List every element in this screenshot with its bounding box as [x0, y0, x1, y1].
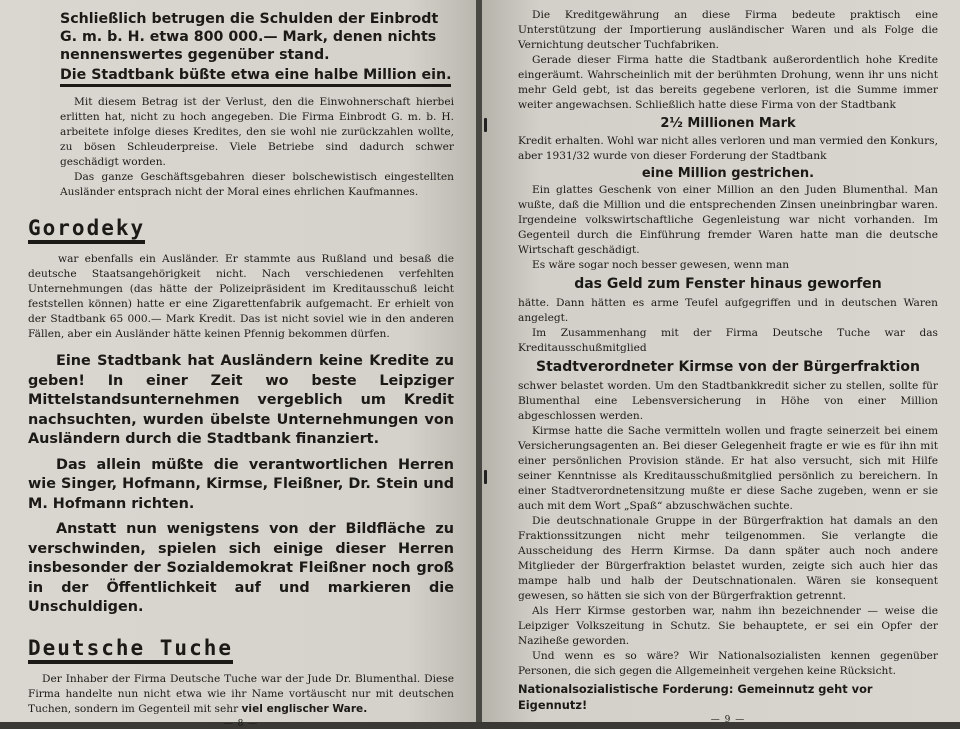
bold-paragraph: Anstatt nun wenigstens von der Bildfläche zu verschwinden, spielen sich einige dieser Herren insbesonder der Sozialdemokrat Fleißner noch groß in der Öffentlichkeit auf und markieren die Unschuldigen. [28, 521, 454, 615]
paragraph: Gerade dieser Firma hatte die Stadtbank außerordentlich hohe Kredite eingeräumt. Wahrscheinlich mit der berühmten Drohung, wenn ihr uns nicht mehr Geld gebt, ist das bereits gegebene verloren, ist die Summe immer weiter angewachsen. Schließlich hatte diese Firma von der Stadtbank [518, 54, 938, 111]
paragraph: Kirmse hatte die Sache vermitteln wollen und fragte seinerzeit bei einem Versicherungsagenten an. Bei dieser Gelegenheit fragte er wie es für ihn mit einer persönlichen Provision stände. Er hat also versucht, sich mit Hilfe seiner Kenntnisse als Kreditausschußmitglied persönlich zu bereichern. In einer Stadtverordnetensitzung mußte er diese Sache zugeben, wenn er sie auch mit dem Wort „Spaß“ abzuschwächen suchte. [518, 425, 938, 512]
paragraph: Das ganze Geschäftsgebahren dieser bolschewistisch eingestellten Ausländer entsprach nicht der Moral eines ehrlichen Kaufmannes. [60, 171, 454, 198]
paragraph: Ein glattes Geschenk von einer Million an den Juden Blumenthal. Man wußte, daß die Million und die entsprechenden Zinsen uneinbringbar waren. Irgendeine volkswirtschaftliche Gegenleistung war nicht vorhanden. Im Gegenteil durch die Einführung fremder Waren hatte man die deutsche Wirtschaft geschädigt. [518, 184, 938, 256]
heading-million-gestrichen: eine Million gestrichen. [641, 166, 815, 181]
paragraph [28, 672, 454, 717]
heading-kirmse: Stadtverordneter Kirmse von der Bürgerfraktion [536, 359, 920, 375]
right-page [482, 0, 960, 725]
paragraph: Als Herr Kirmse gestorben war, nahm ihn bezeichnender — weise die Leipziger Volkszeitung in Schutz. Sie behauptete, er sei ein Opfer der Naziheße geworden. [518, 605, 938, 647]
bold-paragraph: Eine Stadtbank hat Ausländern keine Kredite zu geben! In einer Zeit wo beste Leipziger Mittelstandsunternehmen vergeblich um Kredit nachsuchten, wurden übelste Unternehmungen von Ausländern durch die Stadtbank finanziert. [28, 353, 454, 447]
bold-paragraph: Das allein müßte die verantwortlichen Herren wie Singer, Hofmann, Kirmse, Fleißner, Dr. Stein und M. Hofmann richten. [28, 456, 454, 512]
staple [484, 470, 487, 484]
paragraph: Mit diesem Betrag ist der Verlust, den die Einwohnerschaft hierbei erlitten hat, nicht zu hoch angegeben. Die Firma Einbrodt G. m. b. H. arbeitete infolge dieses Kredites, den sie wohl nie zurückzahlen wollte, zu bösen Schleuderpreise. Viele Betriebe sind dadurch schwer geschädigt worden. [60, 96, 454, 168]
slogan: Nationalsozialistische Forderung: Gemeinnutz geht vor Eigennutz! [518, 682, 873, 712]
paragraph: hätte. Dann hätten es arme Teufel aufgegriffen und in deutschen Waren angelegt. [518, 297, 938, 324]
paragraph: Es wäre sogar noch besser gewesen, wenn man [532, 259, 790, 271]
intro-bold-text: Schließlich betrugen die Schulden der Einbrodt G. m. b. H. etwa 800 000.— Mark, denen nichts nennenswertes gegenüber stand. [60, 11, 439, 63]
staple [484, 118, 487, 132]
paragraph: schwer belastet worden. Um den Stadtbankkredit sicher zu stellen, sollte für Blumenthal eine Lebensversicherung in Höhe von einer Million abgeschlossen werden. [518, 380, 938, 422]
emphasis-text: viel englischer Ware. [241, 702, 368, 715]
paragraph: Kredit erhalten. Wohl war nicht alles verloren und man vermied den Konkurs, aber 1931/32 wurde von dieser Forderung der Stadtbank [518, 135, 938, 162]
paragraph: Im Zusammenhang mit der Firma Deutsche Tuche war das Kreditausschußmitglied [518, 327, 938, 354]
left-page [0, 0, 478, 729]
section-title-deutsche-tuche: Deutsche Tuche [28, 636, 233, 664]
headline-stadtbank: Die Stadtbank büßte etwa eine halbe Million ein. [60, 66, 451, 87]
paragraph: Die deutschnationale Gruppe in der Bürgerfraktion hat damals an den Fraktionssitzungen nicht mehr teilgenommen. Sie verlangte die Ausscheidung des Herrn Kirmse. Da dann später auch noch andere Mitglieder der Bürgerfraktion belastet wurden, zeigte sich auch hier das mampe halb und halb der Deutschnationalen. Wären sie konsequent gewesen, so hätten sie sich von der Bürgerfraktion getrennt. [518, 515, 938, 602]
heading-geld-fenster: das Geld zum Fenster hinaus geworfen [574, 276, 882, 292]
paragraph-text: Der Inhaber der Firma Deutsche Tuche war der Jude Dr. Blumenthal. Diese Firma handelte nun nicht etwa wie ihr Name vortäuscht nur mit deutschen Tuchen, sondern im Gegenteil mit sehr [28, 672, 454, 715]
page-number: — 8 — [223, 718, 259, 729]
page-number: — 9 — [710, 715, 746, 725]
paragraph: war ebenfalls ein Ausländer. Er stammte aus Rußland und besaß die deutsche Staatsangehörigkeit nicht. Nach verschiedenen verfehlten Unternehmungen (das hätte der Polizeipräsident im Kreditausschuß leicht feststellen können) hatte er eine Zigarettenfabrik aufgemacht. Er erhielt von der Stadtbank 65 000.— Mark Kredit. Das ist nicht soviel wie in den anderen Fällen, aber ein Ausländer hätte keinen Pfennig bekommen dürfen. [28, 253, 454, 340]
section-title-gorodeky: Gorodeky [28, 216, 145, 244]
paragraph: Die Kreditgewährung an diese Firma bedeute praktisch eine Unterstützung der Importierung ausländischer Waren und als Folge die Vernichtung deutscher Tuchfabriken. [518, 9, 938, 51]
paragraph: Und wenn es so wäre? Wir Nationalsozialisten kennen gegenüber Personen, die sich gegen die Allgemeinheit vergehen keine Rücksicht. [518, 650, 938, 677]
heading-millionen: 2½ Millionen Mark [660, 116, 796, 131]
